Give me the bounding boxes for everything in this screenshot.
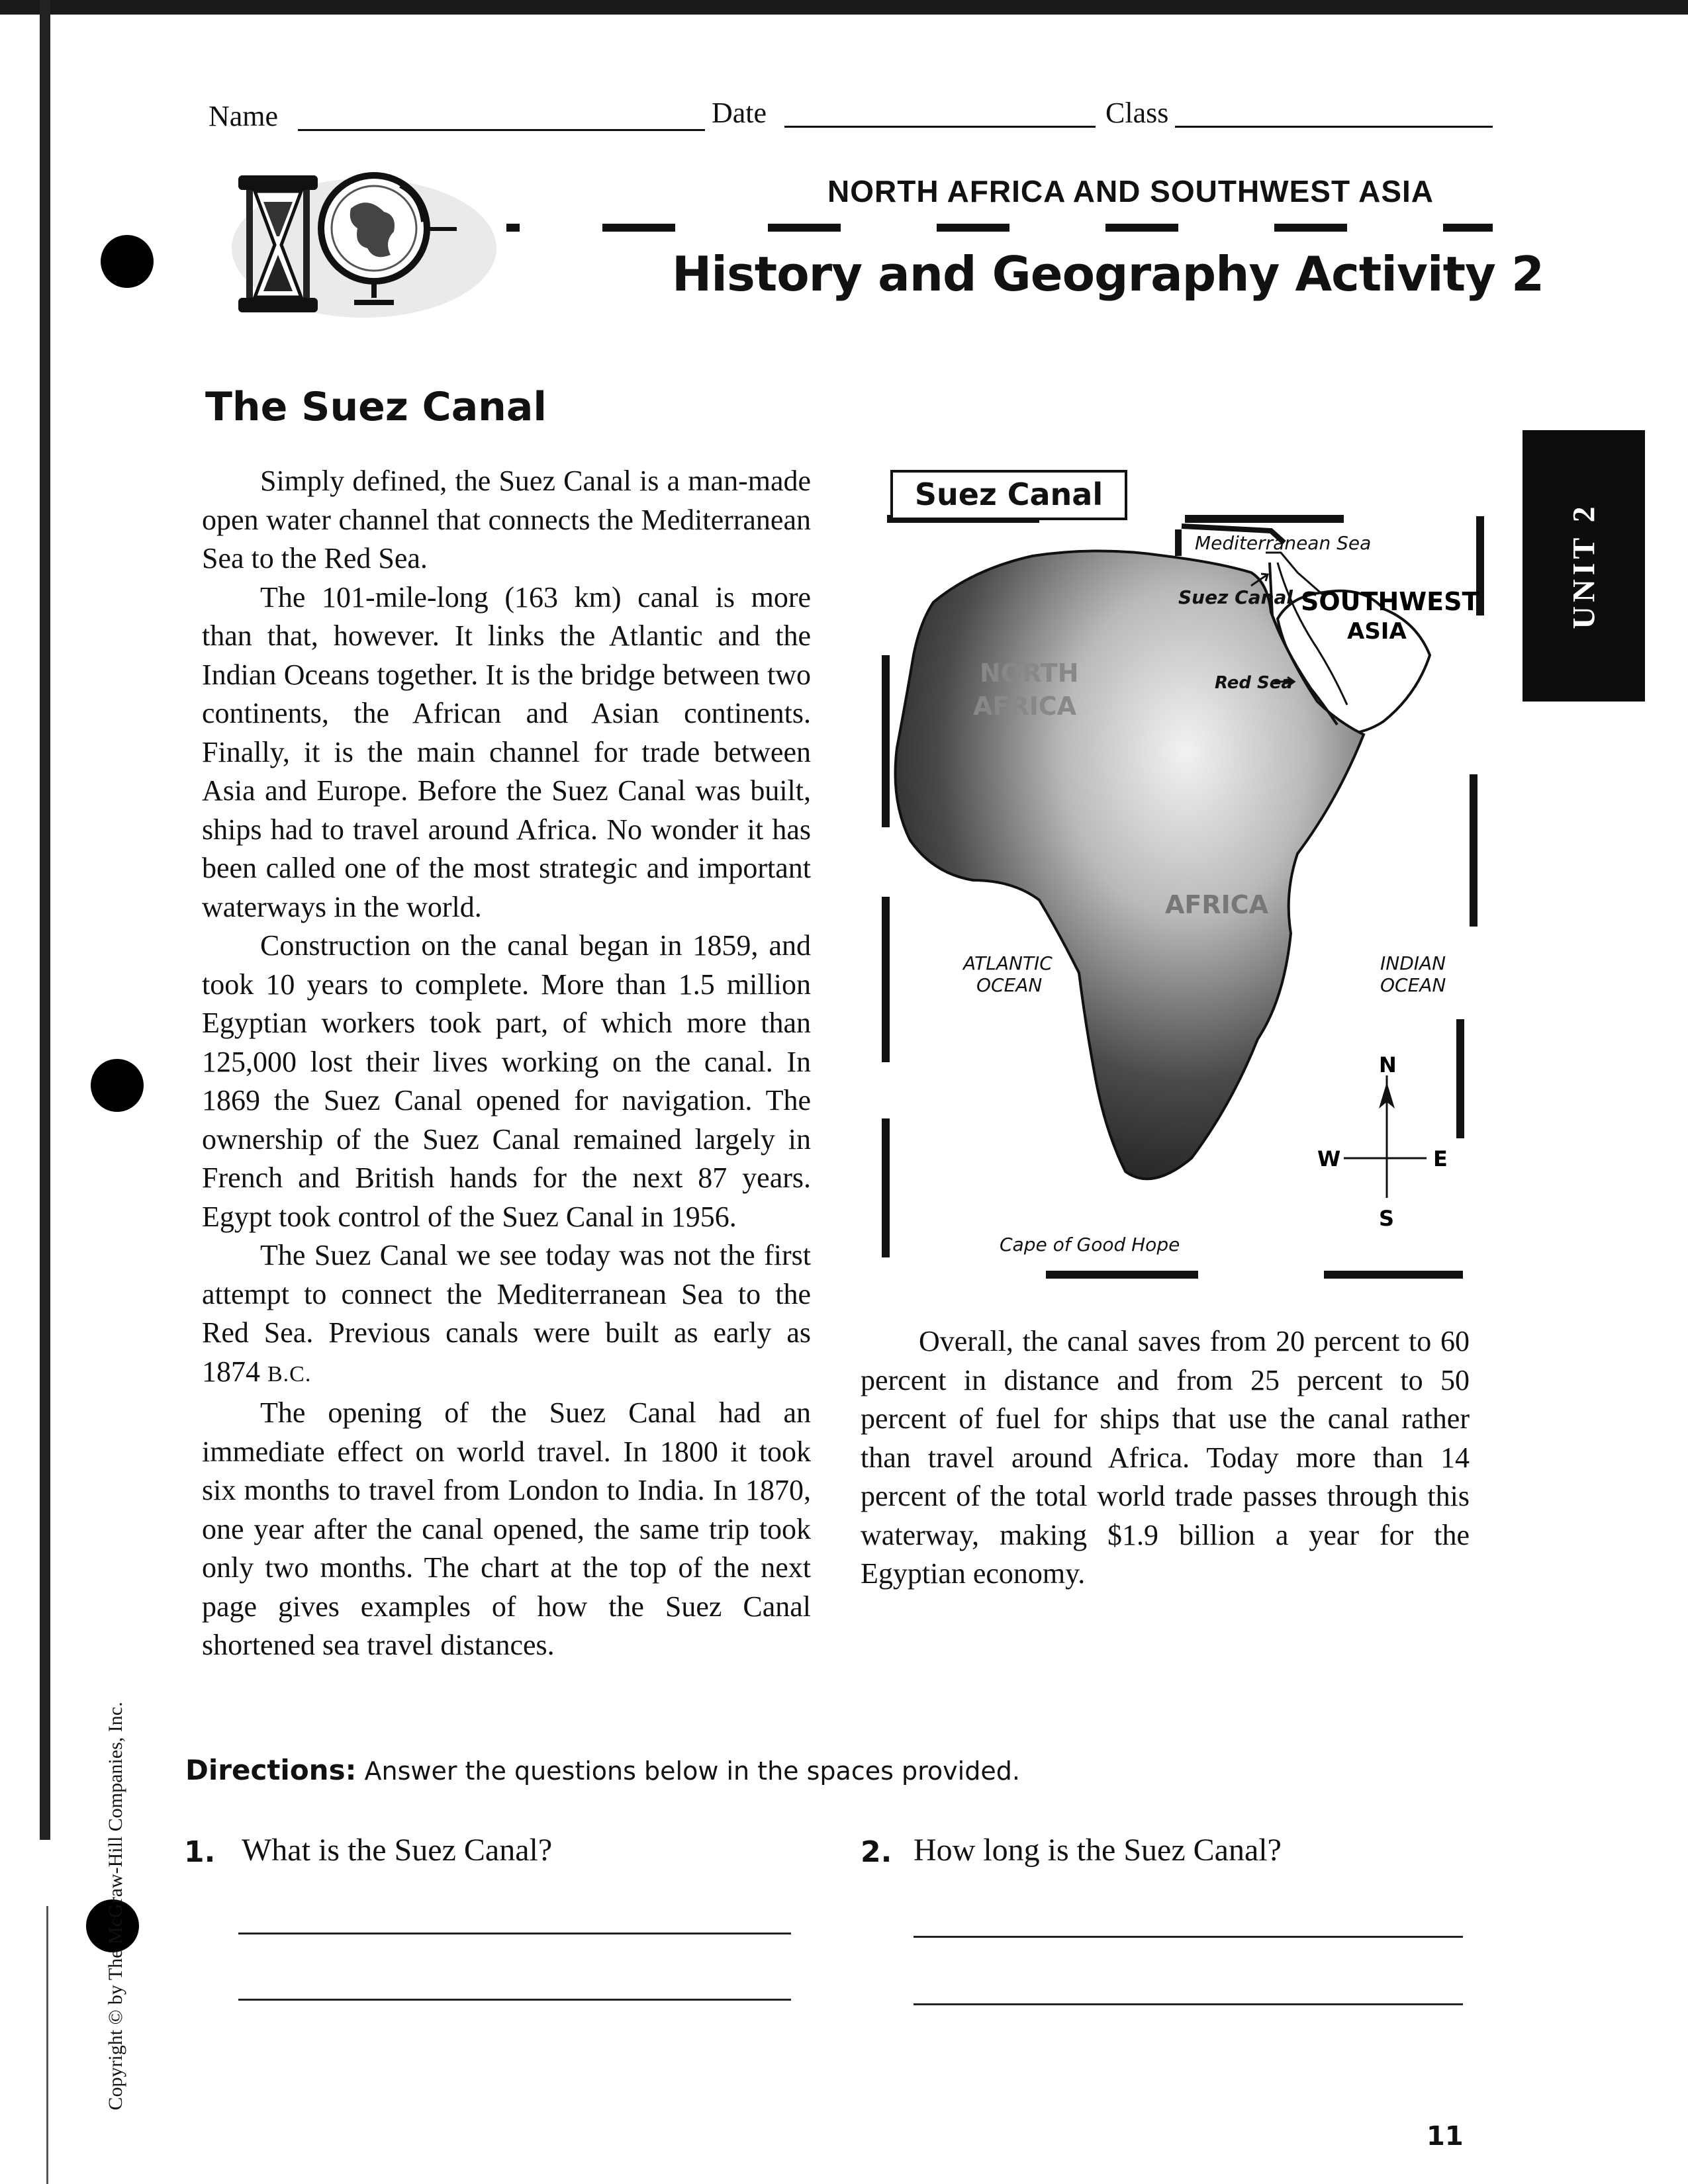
- suez-canal-map: [861, 457, 1489, 1291]
- compass-north: N: [1379, 1052, 1397, 1077]
- title-dash: [1274, 224, 1347, 232]
- compass-west: W: [1317, 1146, 1341, 1171]
- name-label: Name: [209, 100, 279, 132]
- paragraph: Construction on the canal began in 1859, and took 10 years to complete. More than 1.5 million Egyptian workers took part, of which more than 125,000 lost their lives working on the canal. In 1869 the Suez Canal opened for navigation. The ownership of the Suez Canal remained largely in French and British hands for the next 87 years. Egypt took control of the Suez Canal in 1956.: [202, 929, 811, 1233]
- name-field[interactable]: [298, 129, 705, 131]
- title-dash: [602, 224, 675, 232]
- compass-east: E: [1433, 1146, 1448, 1171]
- map-label-red-sea: Red Sea: [1215, 673, 1293, 693]
- map-label-cape: Cape of Good Hope: [1000, 1234, 1180, 1255]
- scan-edge-left: [40, 0, 50, 1840]
- map-frame: [1175, 529, 1182, 556]
- map-label-africa: AFRICA: [1165, 890, 1269, 919]
- paragraph: The 101-mile-long (163 km) canal is more than that, however. It links the Atlantic and the Indian Oceans together. It is the bridge between two continents, the African and Asian continents. Finally, it is the main channel for trade between Asia and Europe. Before the Suez Canal was built, ships had to travel around Africa. No wonder it has been called one of the most strategic and important waterways in the world.: [202, 580, 811, 923]
- title-dash: [506, 224, 520, 232]
- section-title: NORTH AFRICA AND SOUTHWEST ASIA: [827, 174, 1434, 208]
- title-dash: [768, 224, 841, 232]
- scan-edge-top: [0, 0, 1688, 15]
- directions-text: Answer the questions below in the spaces provided.: [364, 1756, 1020, 1786]
- paragraph: The opening of the Suez Canal had an immediate effect on world travel. In 1800 it took six months to travel from London to India. In 1870, one year after the canal opened, the same trip took only two months. The chart at the top of the next page gives examples of how the Suez Canal shortened sea travel distances.: [202, 1396, 811, 1661]
- answer-line[interactable]: [238, 1999, 791, 2001]
- title-dash: [937, 224, 1009, 232]
- article-right-column: [861, 1322, 1470, 1594]
- answer-line[interactable]: [914, 2003, 1463, 2005]
- paragraph: Simply defined, the Suez Canal is a man-made open water channel that connects the Mediterranean Sea to the Red Sea.: [202, 465, 811, 574]
- page-number: 11: [1427, 2121, 1464, 2152]
- date-label: Date: [712, 97, 767, 129]
- question-number: 2.: [861, 1835, 892, 1869]
- map-title: Suez Canal: [890, 470, 1127, 520]
- compass-south: S: [1379, 1206, 1395, 1231]
- paragraph: [202, 1236, 811, 1394]
- map-frame: [882, 897, 890, 1062]
- class-label: Class: [1105, 97, 1169, 129]
- answer-line[interactable]: [914, 1936, 1463, 1938]
- directions-label: Directions:: [185, 1754, 357, 1786]
- map-label-mediterranean: Mediterranean Sea: [1195, 532, 1372, 554]
- date-field[interactable]: [784, 126, 1096, 128]
- activity-title: History and Geography Activity 2: [672, 246, 1544, 302]
- answer-line[interactable]: [238, 1933, 791, 1934]
- question-text: How long is the Suez Canal?: [914, 1833, 1282, 1868]
- paragraph: Overall, the canal saves from 20 percent to 60 percent in distance and from 25 percent to 50 percent of fuel for ships that use the canal rather than travel around Africa. Today more than 14 percent of the total world trade passes through this waterway, making $1.9 billion a year for the Egyptian economy.: [861, 1325, 1470, 1590]
- map-frame: [1185, 515, 1344, 523]
- copyright-notice: Copyright © by The McGraw-Hill Companies, Inc.: [105, 1702, 126, 2111]
- title-dash: [1105, 224, 1178, 232]
- map-label-suez-canal: Suez Canal: [1178, 586, 1293, 608]
- hourglass-globe-icon: [225, 149, 503, 328]
- map-frame: [1046, 1271, 1198, 1279]
- map-label-southwest: SOUTHWEST: [1301, 587, 1479, 616]
- article-title: The Suez Canal: [205, 384, 547, 430]
- title-dash: [1443, 224, 1493, 232]
- unit-tab-label: UNIT 2: [1566, 502, 1601, 629]
- map-frame: [882, 655, 890, 827]
- article-left-column: [202, 462, 811, 1665]
- directions: [185, 1754, 1020, 1786]
- map-label-indian-ocean: OCEAN: [1380, 974, 1446, 996]
- map-frame: [1324, 1271, 1463, 1279]
- binder-hole: [101, 235, 154, 288]
- map-label-africa-region: AFRICA: [973, 692, 1077, 721]
- map-label-atlantic-ocean: OCEAN: [976, 974, 1043, 996]
- map-label-indian: INDIAN: [1380, 952, 1446, 974]
- question-number: 1.: [184, 1835, 216, 1869]
- map-label-asia: ASIA: [1347, 618, 1407, 645]
- paragraph-text: The Suez Canal we see today was not the first attempt to connect the Mediterranean Sea to the Red Sea. Previous canals were built as early as 1874: [202, 1239, 811, 1388]
- map-frame: [1470, 774, 1477, 927]
- scan-edge-left-lower: [46, 1906, 48, 2184]
- class-field[interactable]: [1175, 126, 1493, 128]
- map-label-atlantic: ATLANTIC: [963, 952, 1053, 974]
- unit-tab: [1523, 430, 1645, 702]
- era-suffix: B.C.: [267, 1361, 312, 1387]
- map-frame: [1456, 1019, 1464, 1138]
- question-text: What is the Suez Canal?: [242, 1833, 553, 1868]
- binder-hole: [91, 1059, 144, 1112]
- map-frame: [882, 1118, 890, 1257]
- map-label-north: NORTH: [980, 659, 1079, 688]
- compass-rose-icon: [1317, 1052, 1448, 1231]
